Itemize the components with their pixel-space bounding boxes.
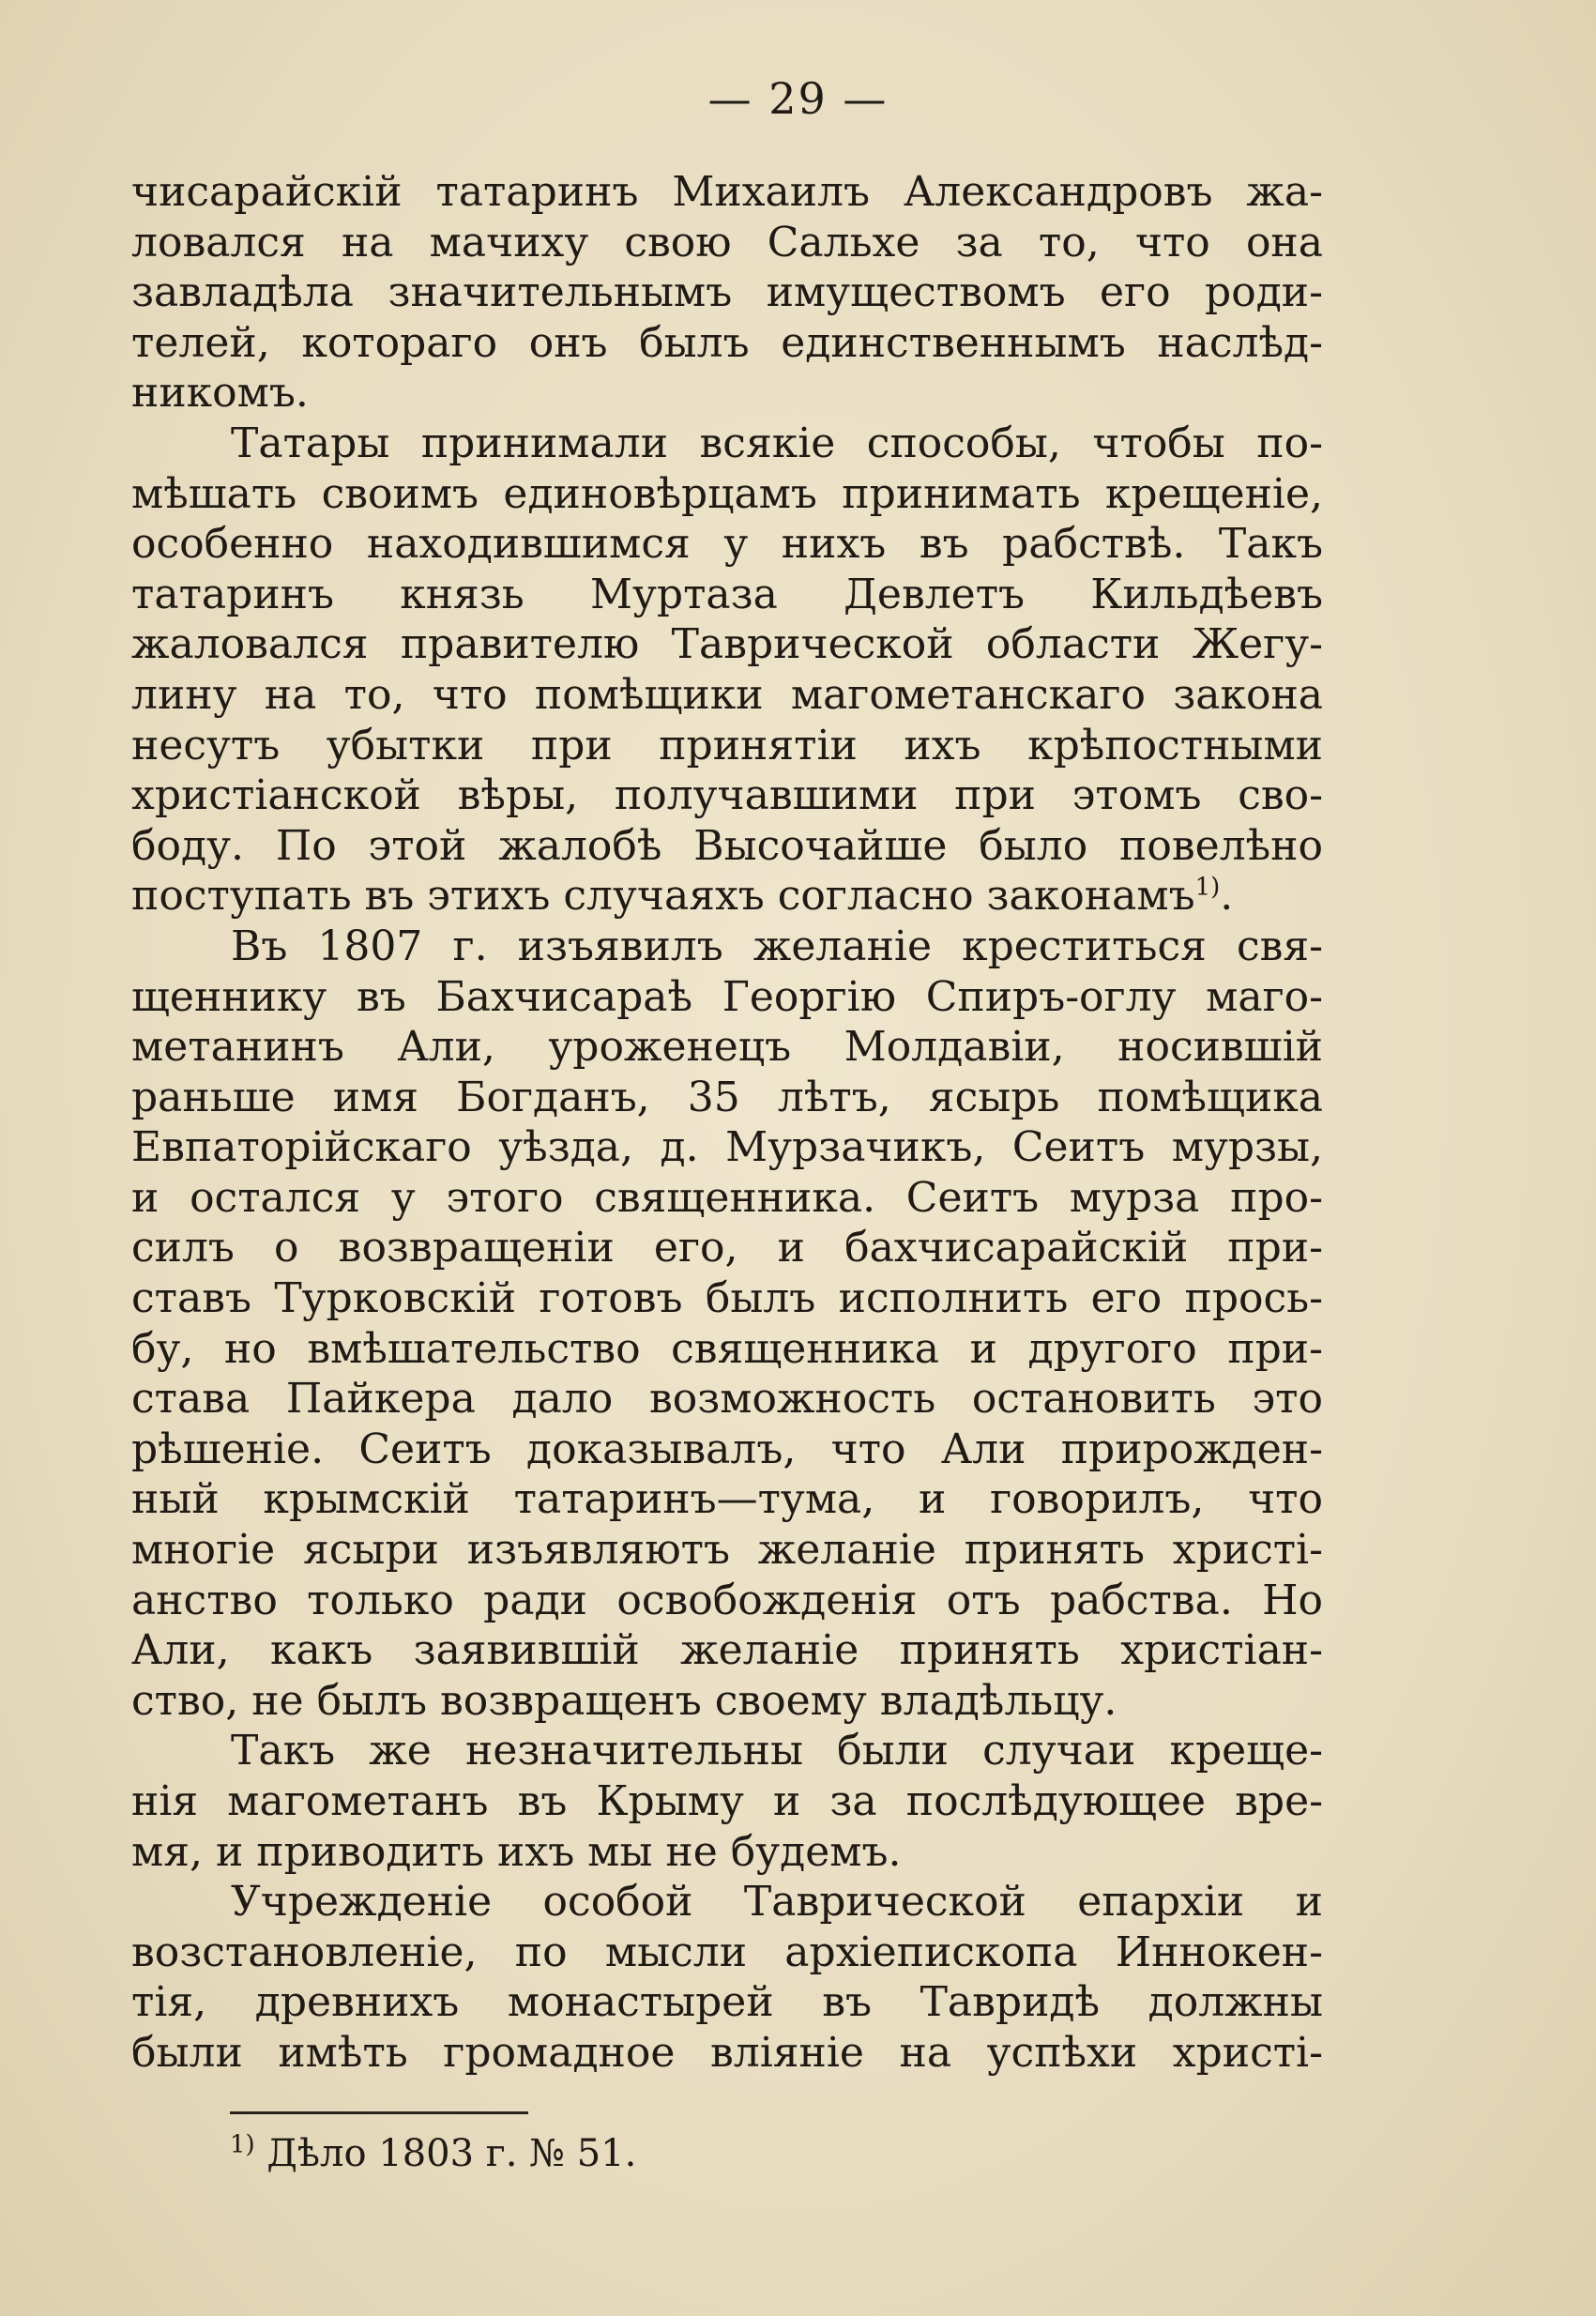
text-line: мя, и приводить ихъ мы не будемъ. xyxy=(131,1827,902,1876)
footnote-text: Дѣло 1803 г. № 51. xyxy=(266,2132,637,2175)
text-line: става Пайкера дало возможность остановить это xyxy=(131,1375,1323,1424)
text-line: телей, котораго онъ былъ единственнымъ наслѣд- xyxy=(131,318,1323,367)
text-line: рѣшеніе. Сеитъ доказывалъ, что Али прирожден- xyxy=(131,1425,1323,1473)
text-line: ный крымскій татаринъ—тума, и говорилъ, что xyxy=(131,1475,1323,1524)
text-line: мѣшать своимъ единовѣрцамъ принимать крещеніе, xyxy=(131,469,1323,518)
text-line: Учрежденіе особой Таврической епархіи и xyxy=(231,1878,1323,1927)
text-line: никомъ. xyxy=(131,369,309,418)
text-line-with-footnote xyxy=(131,871,1323,922)
text-line: раньше имя Богданъ, 35 лѣтъ, ясырь помѣщика xyxy=(131,1073,1323,1121)
footnote-marker: 1) xyxy=(230,2130,255,2159)
footnote-divider xyxy=(230,2111,528,2114)
text-line: Татары принимали всякіе способы, чтобы по- xyxy=(231,419,1323,467)
text-fragment: . xyxy=(1220,872,1234,921)
text-line: многіе ясыри изъявляютъ желаніе принять христі- xyxy=(131,1526,1323,1575)
text-line: Въ 1807 г. изъявилъ желаніе креститься свя- xyxy=(231,922,1323,970)
text-line: боду. По этой жалобѣ Высочайше было повелѣно xyxy=(131,821,1323,870)
text-line: возстановленіе, по мысли архіепископа Иннокен- xyxy=(131,1927,1323,1976)
text-line: Али, какъ заявившій желаніе принять христіан- xyxy=(131,1626,1323,1675)
text-line: тія, древнихъ монастырей въ Тавридѣ должны xyxy=(131,1978,1323,2027)
text-line: особенно находившимся у нихъ въ рабствѣ. Такъ xyxy=(131,520,1323,569)
text-line: и остался у этого священника. Сеитъ мурза про- xyxy=(131,1173,1323,1222)
text-line: метанинъ Али, уроженецъ Молдавіи, носившій xyxy=(131,1023,1323,1072)
body-text xyxy=(131,167,1323,2079)
text-line: ловался на мачиху свою Сальхе за то, что она xyxy=(131,218,1323,267)
page-number: — 29 — xyxy=(707,73,889,124)
footnote xyxy=(230,2130,636,2177)
text-fragment: поступать въ этихъ случаяхъ согласно законамъ xyxy=(131,872,1195,921)
text-line: анство только ради освобожденія отъ рабства. Но xyxy=(131,1576,1323,1624)
text-line: бу, но вмѣшательство священника и другого при- xyxy=(131,1324,1323,1373)
text-line: христіанской вѣры, получавшими при этомъ сво- xyxy=(131,771,1323,820)
text-line: щеннику въ Бахчисараѣ Георгію Спиръ-оглу маго- xyxy=(131,972,1323,1021)
text-line: силъ о возвращеніи его, и бахчисарайскій при- xyxy=(131,1224,1323,1272)
text-line: жаловался правителю Таврической области Жегу- xyxy=(131,620,1323,669)
text-line: Евпаторійскаго уѣзда, д. Мурзачикъ, Сеитъ мурзы, xyxy=(131,1123,1323,1172)
text-line: ство, не былъ возвращенъ своему владѣльцу. xyxy=(131,1676,1117,1725)
text-line: ставъ Турковскій готовъ былъ исполнить его прось- xyxy=(131,1274,1323,1323)
text-line: чисарайскій татаринъ Михаилъ Александровъ жа- xyxy=(131,168,1323,216)
text-line: лину на то, что помѣщики магометанскаго закона xyxy=(131,670,1323,719)
text-line: татаринъ князь Муртаза Девлетъ Кильдѣевъ xyxy=(131,570,1323,618)
text-line: нія магометанъ въ Крыму и за послѣдующее вре- xyxy=(131,1777,1323,1825)
text-line: Такъ же незначительны были случаи креще- xyxy=(231,1727,1323,1775)
text-line: были имѣть громадное вліяніе на успѣхи христі- xyxy=(131,2028,1323,2077)
text-line: несутъ убытки при принятіи ихъ крѣпостными xyxy=(131,721,1323,769)
text-line: завладѣла значительнымъ имуществомъ его роди- xyxy=(131,268,1323,317)
footnote-reference: 1) xyxy=(1194,873,1221,902)
